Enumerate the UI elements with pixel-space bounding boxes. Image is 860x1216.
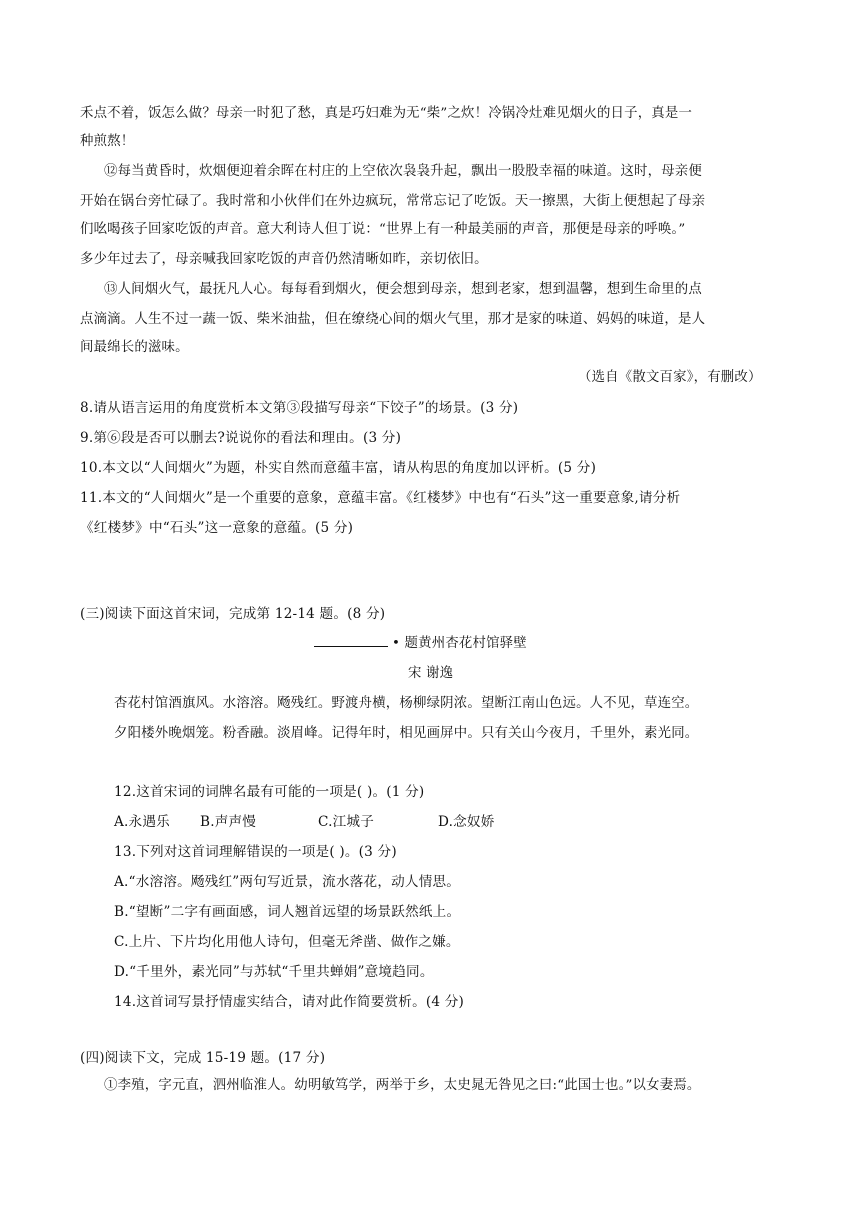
essay-paragraph-13-line-3: 间最绵长的滋味。 [80,340,189,355]
essay-paragraph-11-line-2: 种煎熬！ [80,134,135,149]
question-11-line-1: 11.本文的“人间烟火”是一个重要的意象，意蕴丰富。《红楼梦》中也有“石头”这一重要意象,请分析 [80,490,681,506]
question-14: 14.这首词写景抒情虚实结合，请对此作简要赏析。(4 分) [114,994,465,1010]
question-11-line-2: 《红楼梦》中“石头”这一意象的意蕴。(5 分) [80,520,354,536]
section-4-paragraph-1: ①李殖，字元直，泗州临淮人。幼明敏笃学，两举于乡，太史晁无咎见之曰:“此国士也。”以女妻焉。 [104,1078,701,1093]
essay-paragraph-13-line-2: 点滴滴。人生不过一蔬一饭、柴米油盐，但在缭绕心间的烟火气里，那才是家的味道、妈妈的味道，是人 [80,312,706,327]
question-13: 13.下列对这首词理解错误的一项是( )。(3 分) [114,844,397,860]
question-12-option-a: A.永遇乐 [114,814,170,830]
section-3-heading: (三)阅读下面这首宋词，完成第 12-14 题。(8 分) [80,606,386,622]
question-12-option-d: D.念奴娇 [438,814,495,830]
question-12-option-b: B.声声慢 [200,814,257,830]
poem-author: 宋 谢逸 [408,666,454,681]
question-10: 10.本文以“人间烟火”为题，朴实自然而意蕴丰富，请从构思的角度加以评析。(5 分) [80,460,597,476]
question-9: 9.第⑥段是否可以删去?说说你的看法和理由。(3 分) [80,430,402,446]
poem-line-1: 杏花村馆酒旗风。水溶溶。飏残红。野渡舟横，杨柳绿阴浓。望断江南山色远。人不见，草连空。 [114,696,699,711]
essay-paragraph-13-line-1: ⑬人间烟火气，最抚凡人心。每每看到烟火，便会想到母亲，想到老家，想到温馨，想到生命里的点 [104,282,702,297]
essay-paragraph-12-line-2: 开始在锅台旁忙碌了。我时常和小伙伴们在外边疯玩，常常忘记了吃饭。天一擦黑，大街上便想起了母亲 [80,194,706,209]
question-12-options [114,812,495,832]
question-13-option-c: C.上片、下片均化用他人诗句，但毫无斧凿、做作之嫌。 [114,934,460,950]
essay-paragraph-12-line-1: ⑫每当黄昏时，炊烟便迎着余晖在村庄的上空依次袅袅升起，飘出一股股幸福的味道。这时，母亲便 [104,164,702,179]
question-12-option-c: C.江城子 [318,814,375,830]
essay-paragraph-12-line-3: 们吆喝孩子回家吃饭的声音。意大利诗人但丁说：“世界上有一种最美丽的声音，那便是母亲的呼唤。” [80,222,686,237]
poem-line-2: 夕阳楼外晚烟笼。粉香融。淡眉峰。记得年时，相见画屏中。只有关山今夜月，千里外，素光同。 [114,726,699,741]
question-8: 8.请从语言运用的角度赏析本文第③段描写母亲“下饺子”的场景。(3 分) [80,400,519,416]
essay-paragraph-12-line-4: 多少年过去了，母亲喊我回家吃饭的声音仍然清晰如昨，亲切依旧。 [80,252,488,267]
question-13-option-a: A.“水溶溶。飏残红”两句写近景，流水落花，动人情思。 [114,874,461,890]
section-4-heading: (四)阅读下文，完成 15-19 题。(17 分) [80,1050,326,1066]
essay-source: （选自《散文百家》，有删改） [578,370,762,385]
poem-title-blank [314,634,388,647]
poem-title-text: • 题黄州杏花村馆驿壁 [392,636,527,651]
poem-title [314,634,527,654]
essay-paragraph-11-line-1: 禾点不着，饭怎么做？母亲一时犯了愁，真是巧妇难为无“柴”之炊！冷锅冷灶难见烟火的日子，真是一 [80,106,693,121]
question-13-option-b: B.“望断”二字有画面感，词人翘首远望的场景跃然纸上。 [114,904,461,920]
question-13-option-d: D.“千里外，素光同”与苏轼“千里共蝉娟”意境趋同。 [114,964,434,980]
question-12: 12.这首宋词的词牌名最有可能的一项是( )。(1 分) [114,784,425,800]
